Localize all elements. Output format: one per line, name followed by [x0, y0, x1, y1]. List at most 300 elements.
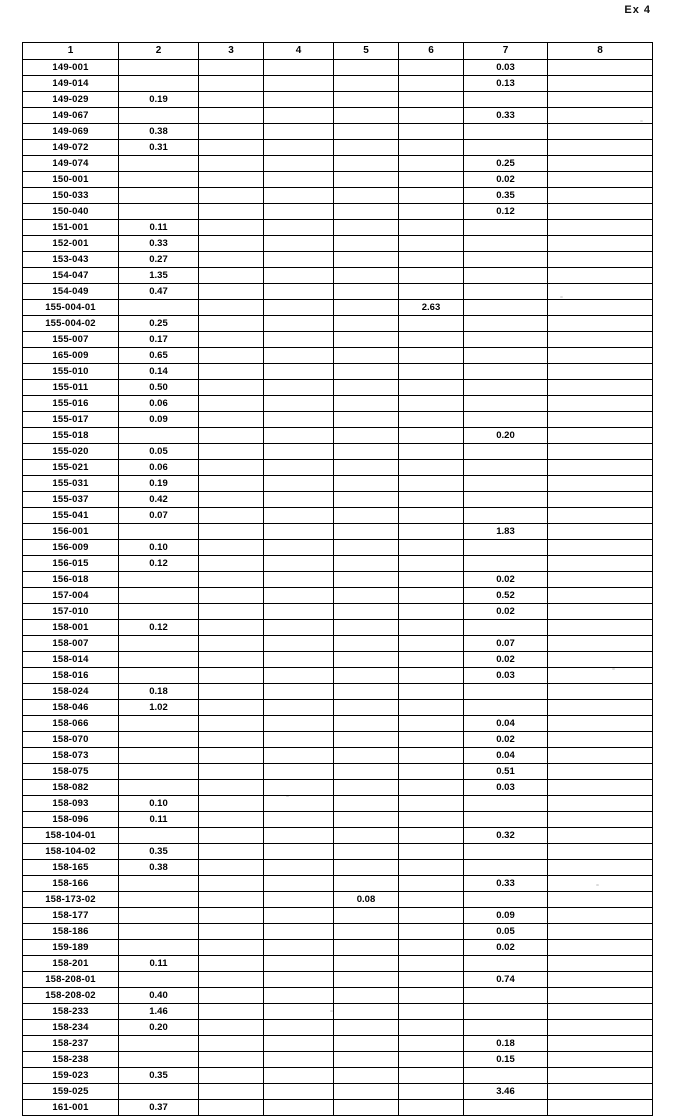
cell-column-4	[264, 140, 334, 156]
column-header-8: 8	[548, 43, 653, 60]
cell-column-2: 0.10	[119, 540, 199, 556]
cell-column-7: 0.20	[464, 428, 548, 444]
cell-column-7	[464, 252, 548, 268]
cell-column-3	[199, 140, 264, 156]
cell-column-7: 0.25	[464, 156, 548, 172]
row-identifier: 158-165	[23, 860, 119, 876]
cell-column-4	[264, 380, 334, 396]
cell-column-5	[334, 1100, 399, 1116]
row-identifier: 156-001	[23, 524, 119, 540]
table-row	[23, 492, 653, 508]
cell-column-8	[548, 972, 653, 988]
cell-column-3	[199, 492, 264, 508]
table-row	[23, 828, 653, 844]
cell-column-7: 3.46	[464, 1084, 548, 1100]
table-row	[23, 972, 653, 988]
cell-column-2: 0.37	[119, 1100, 199, 1116]
cell-column-5	[334, 1004, 399, 1020]
table-row	[23, 1004, 653, 1020]
cell-column-5	[334, 812, 399, 828]
cell-column-7: 0.52	[464, 588, 548, 604]
row-identifier: 158-104-01	[23, 828, 119, 844]
cell-column-7	[464, 620, 548, 636]
cell-column-2: 1.35	[119, 268, 199, 284]
row-identifier: 158-093	[23, 796, 119, 812]
cell-column-4	[264, 908, 334, 924]
column-header-2: 2	[119, 43, 199, 60]
cell-column-6	[399, 876, 464, 892]
cell-column-2	[119, 1036, 199, 1052]
cell-column-8	[548, 460, 653, 476]
cell-column-6	[399, 332, 464, 348]
cell-column-8	[548, 956, 653, 972]
cell-column-7: 0.02	[464, 940, 548, 956]
cell-column-3	[199, 700, 264, 716]
cell-column-8	[548, 204, 653, 220]
cell-column-3	[199, 876, 264, 892]
cell-column-2	[119, 940, 199, 956]
row-identifier: 158-104-02	[23, 844, 119, 860]
cell-column-8	[548, 284, 653, 300]
cell-column-7	[464, 684, 548, 700]
cell-column-7: 0.04	[464, 748, 548, 764]
cell-column-2: 0.12	[119, 620, 199, 636]
cell-column-5	[334, 780, 399, 796]
cell-column-5	[334, 60, 399, 76]
cell-column-4	[264, 684, 334, 700]
cell-column-3	[199, 780, 264, 796]
cell-column-6	[399, 268, 464, 284]
table-row	[23, 124, 653, 140]
cell-column-6	[399, 668, 464, 684]
cell-column-3	[199, 92, 264, 108]
table-row	[23, 460, 653, 476]
row-identifier: 158-016	[23, 668, 119, 684]
cell-column-3	[199, 844, 264, 860]
cell-column-3	[199, 60, 264, 76]
cell-column-3	[199, 588, 264, 604]
cell-column-4	[264, 748, 334, 764]
table-row	[23, 732, 653, 748]
cell-column-4	[264, 188, 334, 204]
cell-column-4	[264, 60, 334, 76]
cell-column-7	[464, 140, 548, 156]
row-identifier: 155-004-01	[23, 300, 119, 316]
cell-column-6	[399, 1020, 464, 1036]
cell-column-6	[399, 828, 464, 844]
cell-column-3	[199, 172, 264, 188]
cell-column-6	[399, 316, 464, 332]
cell-column-6	[399, 252, 464, 268]
cell-column-5	[334, 252, 399, 268]
cell-column-2	[119, 716, 199, 732]
cell-column-3	[199, 1004, 264, 1020]
cell-column-3	[199, 1084, 264, 1100]
cell-column-4	[264, 1100, 334, 1116]
cell-column-6	[399, 956, 464, 972]
cell-column-4	[264, 524, 334, 540]
cell-column-8	[548, 476, 653, 492]
cell-column-6	[399, 924, 464, 940]
cell-column-3	[199, 1036, 264, 1052]
data-table-container	[22, 42, 652, 1116]
column-header-1: 1	[23, 43, 119, 60]
row-identifier: 155-037	[23, 492, 119, 508]
cell-column-2: 0.06	[119, 396, 199, 412]
cell-column-2: 0.05	[119, 444, 199, 460]
cell-column-5	[334, 796, 399, 812]
cell-column-8	[548, 1084, 653, 1100]
cell-column-8	[548, 92, 653, 108]
row-identifier: 150-033	[23, 188, 119, 204]
row-identifier: 155-007	[23, 332, 119, 348]
cell-column-8	[548, 1036, 653, 1052]
cell-column-4	[264, 460, 334, 476]
cell-column-6	[399, 684, 464, 700]
row-identifier: 155-010	[23, 364, 119, 380]
cell-column-8	[548, 188, 653, 204]
cell-column-7	[464, 268, 548, 284]
cell-column-3	[199, 972, 264, 988]
cell-column-2: 0.10	[119, 796, 199, 812]
column-header-5: 5	[334, 43, 399, 60]
row-identifier: 154-047	[23, 268, 119, 284]
cell-column-8	[548, 268, 653, 284]
page-header-label: Ex 4	[624, 4, 651, 16]
cell-column-6	[399, 620, 464, 636]
table-row	[23, 140, 653, 156]
cell-column-8	[548, 524, 653, 540]
cell-column-4	[264, 108, 334, 124]
cell-column-2: 0.65	[119, 348, 199, 364]
row-identifier: 149-067	[23, 108, 119, 124]
cell-column-8	[548, 636, 653, 652]
cell-column-4	[264, 844, 334, 860]
cell-column-5	[334, 940, 399, 956]
column-header-3: 3	[199, 43, 264, 60]
cell-column-5	[334, 220, 399, 236]
cell-column-3	[199, 540, 264, 556]
cell-column-4	[264, 1084, 334, 1100]
row-identifier: 157-010	[23, 604, 119, 620]
cell-column-6	[399, 972, 464, 988]
cell-column-6	[399, 988, 464, 1004]
table-row	[23, 908, 653, 924]
cell-column-7	[464, 236, 548, 252]
cell-column-5	[334, 1068, 399, 1084]
cell-column-2	[119, 732, 199, 748]
cell-column-6	[399, 124, 464, 140]
cell-column-3	[199, 316, 264, 332]
row-identifier: 155-041	[23, 508, 119, 524]
cell-column-7: 0.12	[464, 204, 548, 220]
table-row	[23, 988, 653, 1004]
cell-column-8	[548, 684, 653, 700]
cell-column-5	[334, 1052, 399, 1068]
cell-column-5	[334, 556, 399, 572]
table-row	[23, 108, 653, 124]
row-identifier: 159-189	[23, 940, 119, 956]
table-row	[23, 332, 653, 348]
cell-column-2: 0.50	[119, 380, 199, 396]
cell-column-6	[399, 380, 464, 396]
cell-column-8	[548, 716, 653, 732]
cell-column-6	[399, 748, 464, 764]
cell-column-8	[548, 780, 653, 796]
cell-column-6	[399, 140, 464, 156]
row-identifier: 150-040	[23, 204, 119, 220]
cell-column-5	[334, 1036, 399, 1052]
cell-column-5	[334, 620, 399, 636]
cell-column-8	[548, 764, 653, 780]
cell-column-4	[264, 348, 334, 364]
cell-column-4	[264, 604, 334, 620]
cell-column-8	[548, 348, 653, 364]
table-row	[23, 556, 653, 572]
cell-column-3	[199, 348, 264, 364]
cell-column-8	[548, 412, 653, 428]
cell-column-3	[199, 652, 264, 668]
cell-column-3	[199, 332, 264, 348]
cell-column-6	[399, 1004, 464, 1020]
table-row	[23, 1020, 653, 1036]
row-identifier: 149-029	[23, 92, 119, 108]
cell-column-5	[334, 92, 399, 108]
cell-column-5	[334, 444, 399, 460]
cell-column-8	[548, 444, 653, 460]
row-identifier: 158-075	[23, 764, 119, 780]
table-row	[23, 956, 653, 972]
cell-column-5	[334, 668, 399, 684]
cell-column-7	[464, 460, 548, 476]
cell-column-4	[264, 428, 334, 444]
cell-column-5	[334, 540, 399, 556]
cell-column-4	[264, 812, 334, 828]
cell-column-3	[199, 268, 264, 284]
cell-column-2	[119, 764, 199, 780]
row-identifier: 158-208-02	[23, 988, 119, 1004]
row-identifier: 158-233	[23, 1004, 119, 1020]
cell-column-4	[264, 204, 334, 220]
row-identifier: 155-017	[23, 412, 119, 428]
row-identifier: 158-073	[23, 748, 119, 764]
cell-column-5	[334, 604, 399, 620]
table-row	[23, 844, 653, 860]
cell-column-5	[334, 700, 399, 716]
cell-column-5	[334, 268, 399, 284]
cell-column-7: 0.07	[464, 636, 548, 652]
cell-column-6	[399, 700, 464, 716]
cell-column-5	[334, 332, 399, 348]
cell-column-8	[548, 332, 653, 348]
cell-column-7	[464, 556, 548, 572]
cell-column-2	[119, 924, 199, 940]
row-identifier: 158-082	[23, 780, 119, 796]
row-identifier: 153-043	[23, 252, 119, 268]
cell-column-6	[399, 492, 464, 508]
cell-column-4	[264, 620, 334, 636]
cell-column-4	[264, 1036, 334, 1052]
cell-column-5	[334, 508, 399, 524]
cell-column-4	[264, 780, 334, 796]
row-identifier: 157-004	[23, 588, 119, 604]
cell-column-4	[264, 124, 334, 140]
cell-column-6	[399, 348, 464, 364]
row-identifier: 156-009	[23, 540, 119, 556]
cell-column-6	[399, 460, 464, 476]
cell-column-6	[399, 780, 464, 796]
cell-column-4	[264, 412, 334, 428]
cell-column-6	[399, 572, 464, 588]
cell-column-4	[264, 1004, 334, 1020]
row-identifier: 150-001	[23, 172, 119, 188]
row-identifier: 158-208-01	[23, 972, 119, 988]
table-row	[23, 76, 653, 92]
cell-column-8	[548, 892, 653, 908]
cell-column-5	[334, 396, 399, 412]
cell-column-6	[399, 812, 464, 828]
cell-column-2: 0.11	[119, 812, 199, 828]
table-row	[23, 60, 653, 76]
cell-column-3	[199, 412, 264, 428]
cell-column-4	[264, 332, 334, 348]
cell-column-5	[334, 572, 399, 588]
cell-column-8	[548, 1068, 653, 1084]
table-row	[23, 1100, 653, 1116]
row-identifier: 155-018	[23, 428, 119, 444]
cell-column-7: 0.33	[464, 108, 548, 124]
cell-column-4	[264, 252, 334, 268]
cell-column-5	[334, 188, 399, 204]
cell-column-2: 0.47	[119, 284, 199, 300]
row-identifier: 159-023	[23, 1068, 119, 1084]
cell-column-3	[199, 812, 264, 828]
row-identifier: 156-015	[23, 556, 119, 572]
cell-column-2	[119, 1084, 199, 1100]
cell-column-5	[334, 428, 399, 444]
cell-column-2	[119, 108, 199, 124]
cell-column-4	[264, 76, 334, 92]
cell-column-6	[399, 236, 464, 252]
cell-column-6	[399, 1100, 464, 1116]
cell-column-4	[264, 572, 334, 588]
cell-column-3	[199, 188, 264, 204]
cell-column-3	[199, 108, 264, 124]
table-row	[23, 284, 653, 300]
cell-column-5	[334, 140, 399, 156]
cell-column-3	[199, 1052, 264, 1068]
cell-column-4	[264, 892, 334, 908]
cell-column-6	[399, 1068, 464, 1084]
cell-column-7	[464, 444, 548, 460]
row-identifier: 155-016	[23, 396, 119, 412]
table-row	[23, 348, 653, 364]
cell-column-8	[548, 540, 653, 556]
cell-column-6	[399, 476, 464, 492]
cell-column-7	[464, 124, 548, 140]
cell-column-7	[464, 700, 548, 716]
cell-column-4	[264, 972, 334, 988]
cell-column-8	[548, 140, 653, 156]
cell-column-6	[399, 60, 464, 76]
cell-column-5	[334, 972, 399, 988]
table-row	[23, 812, 653, 828]
table-row	[23, 412, 653, 428]
row-identifier: 151-001	[23, 220, 119, 236]
cell-column-8	[548, 924, 653, 940]
cell-column-4	[264, 940, 334, 956]
cell-column-2: 0.27	[119, 252, 199, 268]
cell-column-6	[399, 364, 464, 380]
cell-column-7	[464, 220, 548, 236]
cell-column-8	[548, 940, 653, 956]
cell-column-7	[464, 284, 548, 300]
cell-column-3	[199, 796, 264, 812]
row-identifier: 158-014	[23, 652, 119, 668]
cell-column-2: 0.06	[119, 460, 199, 476]
cell-column-5	[334, 108, 399, 124]
cell-column-2: 0.42	[119, 492, 199, 508]
cell-column-2: 0.19	[119, 92, 199, 108]
cell-column-8	[548, 60, 653, 76]
cell-column-6	[399, 444, 464, 460]
table-row	[23, 204, 653, 220]
column-header-6: 6	[399, 43, 464, 60]
cell-column-6	[399, 92, 464, 108]
cell-column-4	[264, 364, 334, 380]
row-identifier: 158-173-02	[23, 892, 119, 908]
cell-column-8	[548, 732, 653, 748]
cell-column-3	[199, 204, 264, 220]
cell-column-6	[399, 796, 464, 812]
table-row	[23, 444, 653, 460]
cell-column-2	[119, 828, 199, 844]
cell-column-8	[548, 860, 653, 876]
cell-column-6	[399, 764, 464, 780]
row-identifier: 158-166	[23, 876, 119, 892]
row-identifier: 159-025	[23, 1084, 119, 1100]
cell-column-7: 0.02	[464, 732, 548, 748]
cell-column-8	[548, 364, 653, 380]
table-row	[23, 252, 653, 268]
cell-column-8	[548, 300, 653, 316]
cell-column-7	[464, 492, 548, 508]
table-row	[23, 924, 653, 940]
table-row	[23, 668, 653, 684]
cell-column-2	[119, 524, 199, 540]
cell-column-5: 0.08	[334, 892, 399, 908]
cell-column-7: 0.03	[464, 668, 548, 684]
row-identifier: 158-007	[23, 636, 119, 652]
cell-column-5	[334, 732, 399, 748]
cell-column-2	[119, 572, 199, 588]
cell-column-7	[464, 396, 548, 412]
table-row	[23, 508, 653, 524]
cell-column-2	[119, 780, 199, 796]
cell-column-6	[399, 108, 464, 124]
cell-column-5	[334, 524, 399, 540]
cell-column-8	[548, 236, 653, 252]
cell-column-2	[119, 188, 199, 204]
cell-column-7	[464, 332, 548, 348]
cell-column-3	[199, 940, 264, 956]
cell-column-7	[464, 364, 548, 380]
cell-column-2: 0.40	[119, 988, 199, 1004]
cell-column-6	[399, 636, 464, 652]
cell-column-5	[334, 684, 399, 700]
cell-column-7: 0.04	[464, 716, 548, 732]
row-identifier: 155-020	[23, 444, 119, 460]
